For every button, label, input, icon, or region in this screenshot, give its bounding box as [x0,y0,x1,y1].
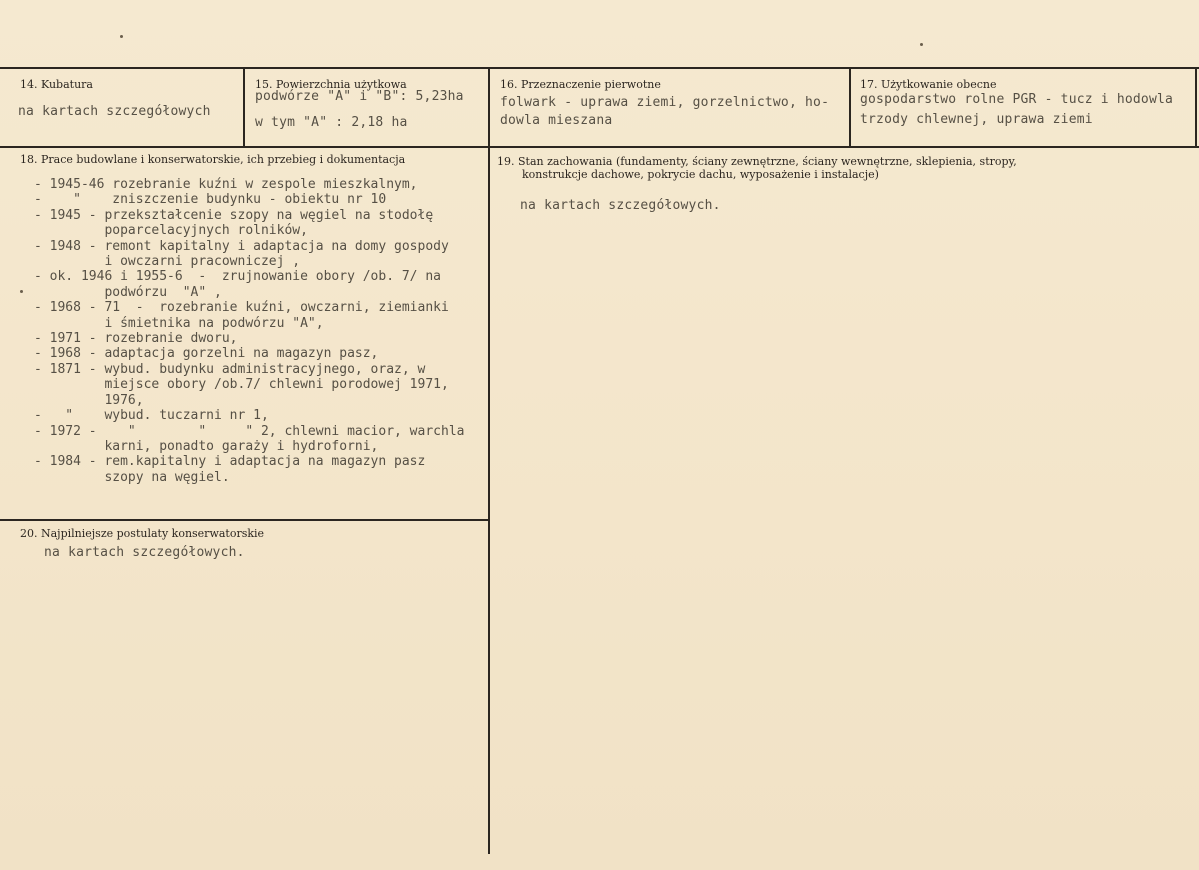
field-18-entry-line: 1976, [34,392,144,408]
field-18-entry-line: - 1945-46 rozebranie kuźni w zespole mieszkalnym, [34,177,418,192]
field-19-label-line1: 19. Stan zachowania (fundamenty, ściany zewnętrzne, ściany wewnętrzne, sklepienia, stropy, [497,155,1017,168]
field-15-label: 15. Powierzchnia użytkowa [255,78,407,91]
paper-speck [120,35,123,38]
field-14-value: na kartach szczegółowych [18,104,211,119]
grid-line-col3 [849,67,851,147]
field-20-label: 20. Najpilniejsze postulaty konserwatorskie [20,527,265,540]
field-18-entry-line: karni, ponadto garaży i hydroforni, [34,438,379,454]
field-18-entry-line: - ok. 1946 i 1955-6 - zrujnowanie obory /ob. 7/ na [34,269,441,285]
field-18-entry-line: szopy na węgiel. [34,469,230,485]
field-18-entry-line: - " wybud. tuczarni nr 1, [34,408,269,424]
field-18-entry-line: - 1968 - adaptacja gorzelni na magazyn pasz, [34,346,379,362]
field-16-label: 16. Przeznaczenie pierwotne [500,78,661,91]
field-15-line1: podwórze "A" i "B": 5,23ha [255,89,464,104]
paper-speck [20,290,23,293]
field-18-entry-line: - 1968 - 71 - rozebranie kuźni, owczarni, ziemianki [34,300,449,316]
field-19-label-line2: konstrukcje dachowe, pokrycie dachu, wyposażenie i instalacje) [522,168,879,181]
field-18-entry-line: podwórzu "A" , [34,284,222,300]
grid-line-right [1195,67,1197,147]
field-18-entry-line: miejsce obory /ob.7/ chlewni porodowej 1971, [34,377,449,393]
field-18-entry-line: - 1971 - rozebranie dworu, [34,331,238,347]
field-18-entry-line: - 1945 - przekształcenie szopy na węgiel na stodołę [34,207,434,223]
field-18-entry-line: - 1948 - remont kapitalny i adaptacja na domy gospody [34,238,449,254]
field-18-entry-line: poparcelacyjnych rolników, [34,223,308,239]
field-18-entry-line: i owczarni pracowniczej , [34,254,301,270]
grid-line-row1-bottom [0,146,1199,148]
field-19-value: na kartach szczegółowych. [520,198,721,213]
field-18-entry-line: i śmietnika na podwórzu "A", [34,315,324,331]
field-18-entries [34,177,464,485]
field-18-entry-line: - 1871 - wybud. budynku administracyjnego, oraz, w [34,361,426,377]
paper-speck [920,43,923,46]
field-18-entry-line: - 1984 - rem.kapitalny i adaptacja na magazyn pasz [34,454,426,470]
field-14-label: 14. Kubatura [20,78,93,91]
field-18-entry-line: - 1972 - " " " 2, chlewni macior, warchla [34,423,465,439]
field-18-label: 18. Prace budowlane i konserwatorskie, ich przebieg i dokumentacja [20,153,406,166]
field-15-line2: w tym "A" : 2,18 ha [255,115,408,130]
field-16-line1: folwark - uprawa ziemi, gorzelnictwo, ho- [500,95,830,110]
field-17-label: 17. Użytkowanie obecne [860,78,997,91]
field-20-value: na kartach szczegółowych. [44,545,245,560]
grid-line-col2 [488,67,490,854]
field-17-line2: trzody chlewnej, uprawa ziemi [860,112,1093,127]
grid-line-top [0,67,1199,69]
grid-line-section20-top [0,519,490,521]
grid-line-col1 [243,67,245,147]
field-18-entry-line: - " zniszczenie budynku - obiektu nr 10 [34,192,387,208]
field-17-line1: gospodarstwo rolne PGR - tucz i hodowla [860,92,1174,107]
field-16-line2: dowla mieszana [500,113,613,128]
